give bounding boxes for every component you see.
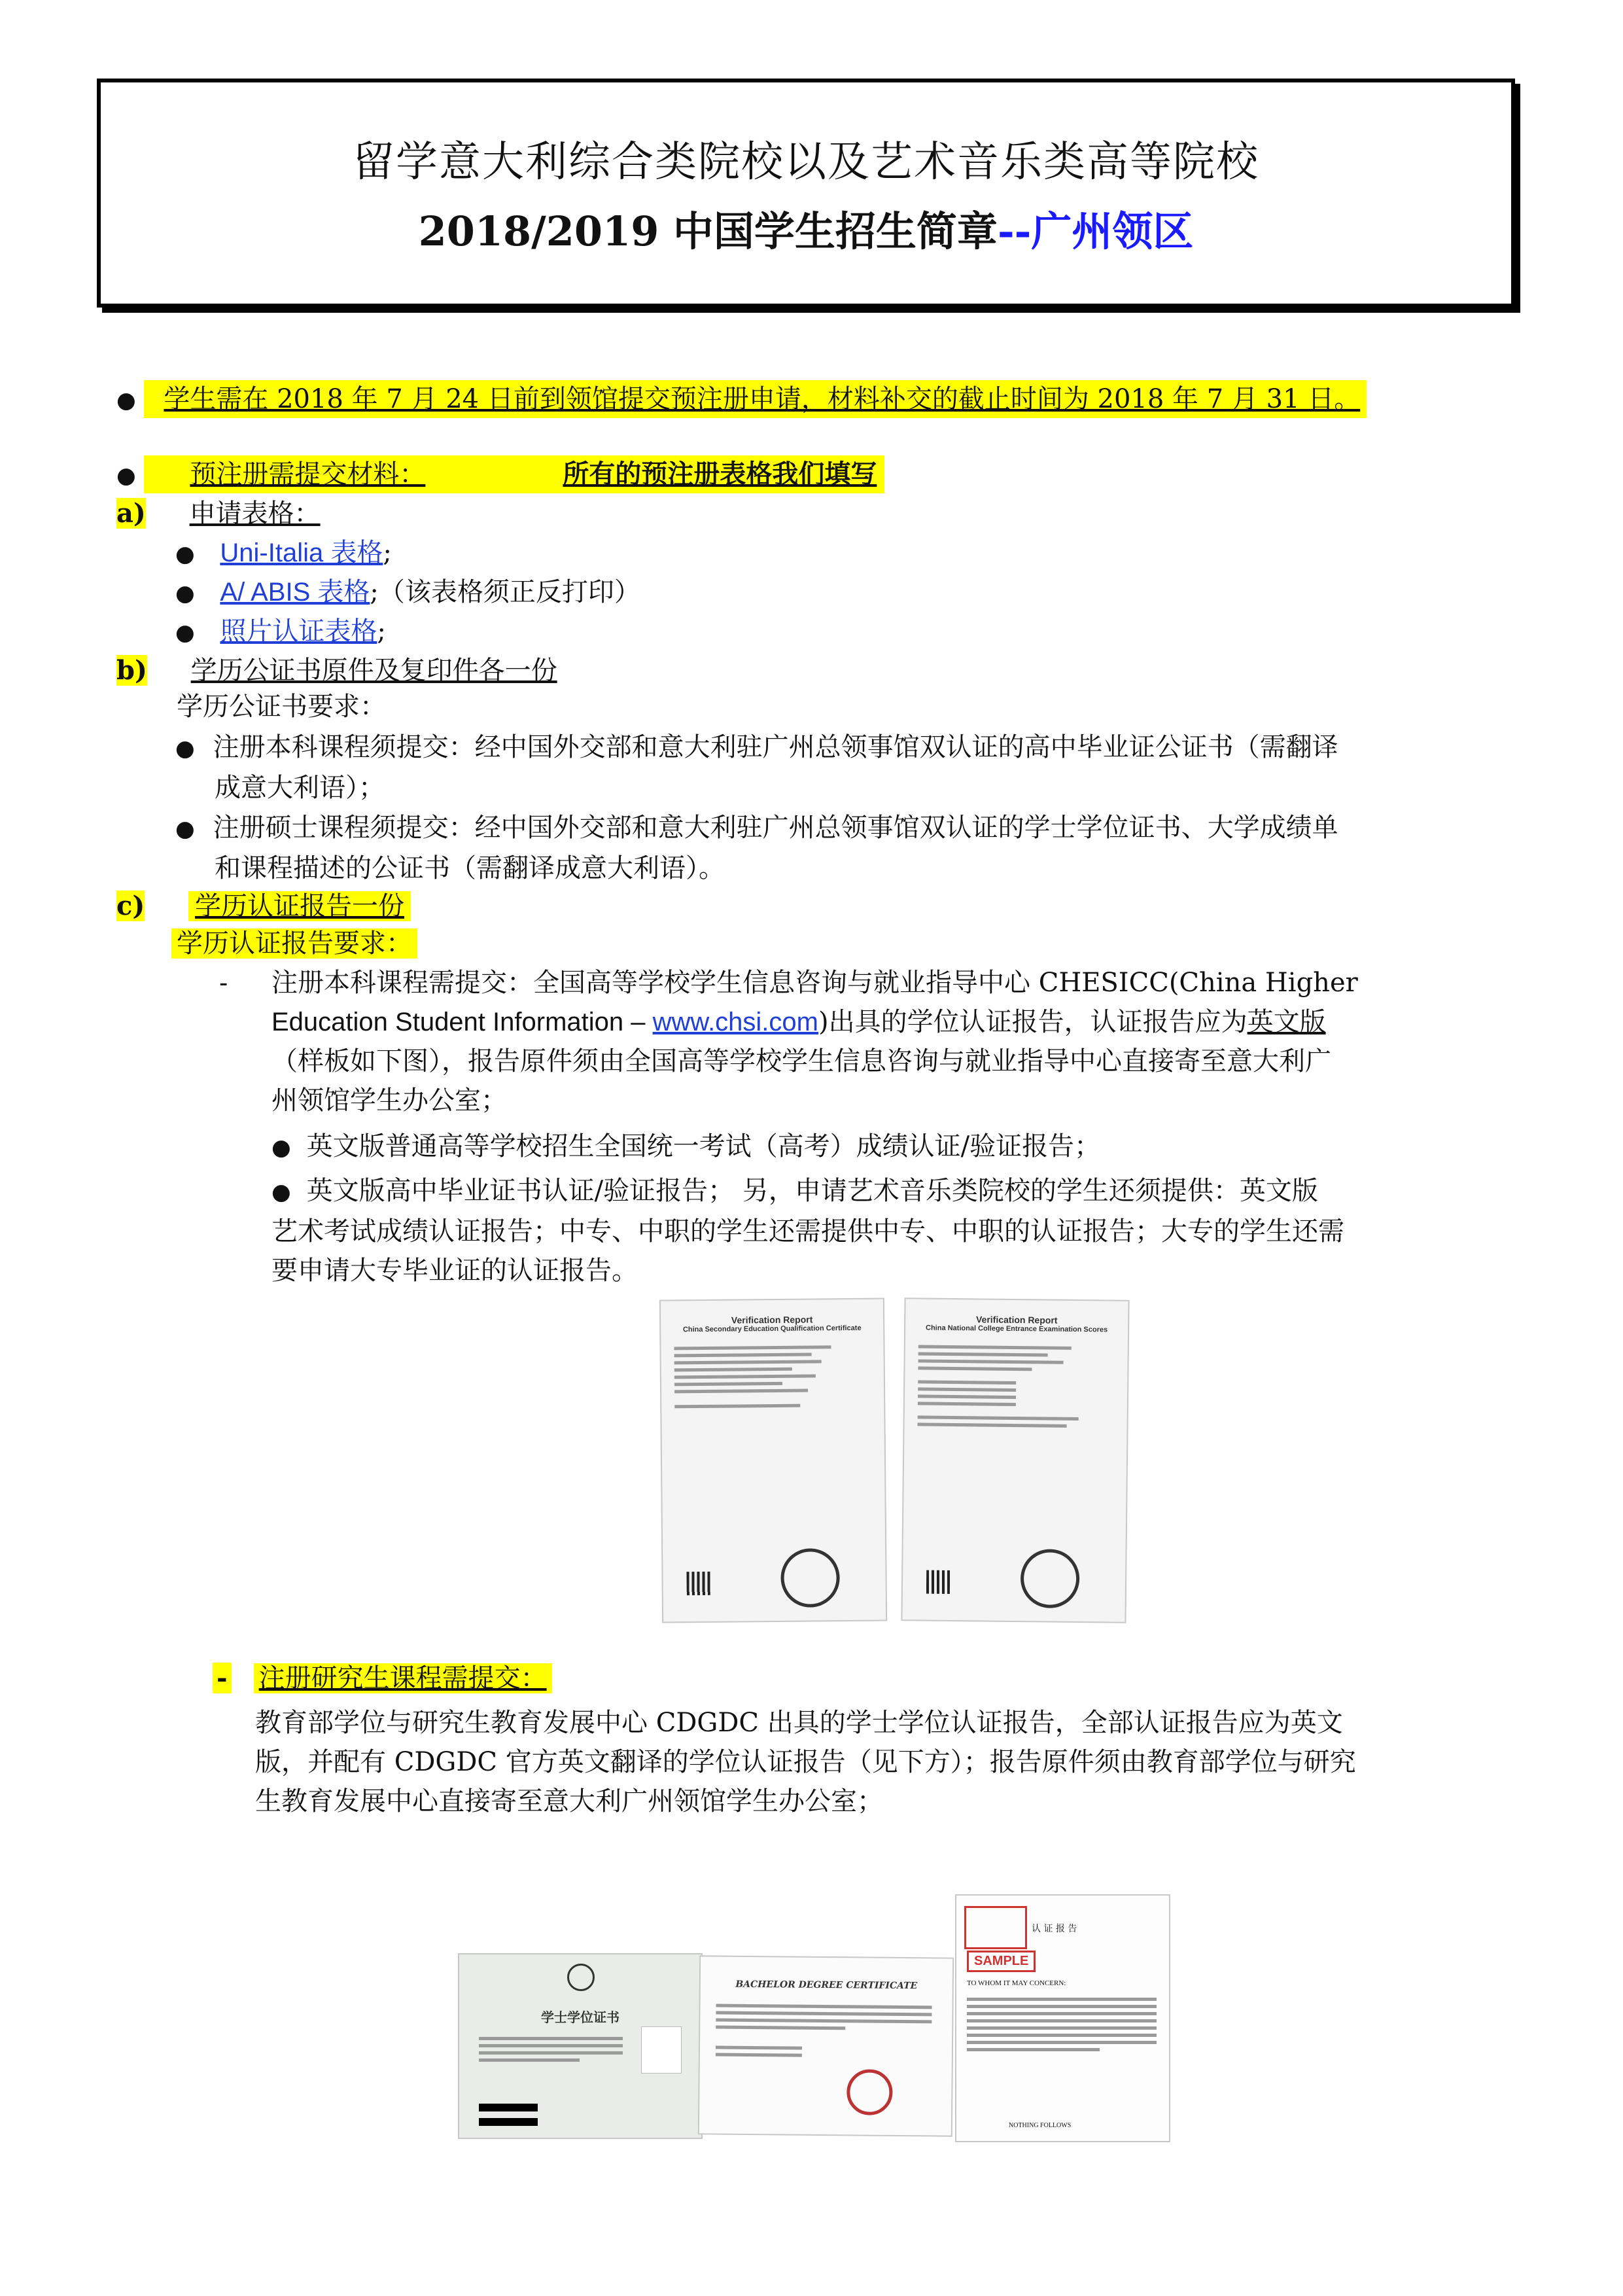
notice-deadline: ● 学生需在 2018 年 7 月 24 日前到领馆提交预注册申请，材料补交的截止时间为 2018 年 7 月 31 日。 — [116, 380, 1367, 420]
bullet-icon: ● — [175, 580, 195, 607]
national-emblem-icon — [567, 1964, 595, 1991]
bullet-icon: ● — [175, 816, 195, 842]
page-title: 留学意大利综合类院校以及艺术音乐类高等院校 — [353, 138, 1259, 186]
photo-placeholder — [641, 2026, 682, 2074]
sample-verification-report-gaokao: Verification Report China National College Entrance Examination Scores — [901, 1298, 1129, 1623]
form-item-abis[interactable]: ● A/ ABIS 表格;（该表格须正反打印） — [175, 577, 640, 607]
sample-verification-report-secondary: Verification Report China Secondary Education Qualification Certificate — [659, 1298, 887, 1623]
chsi-link[interactable]: www.chsi.com — [652, 1008, 818, 1036]
stamp-icon — [964, 1906, 1027, 1949]
qr-code-icon — [686, 1572, 710, 1595]
official-seal-icon — [780, 1548, 840, 1608]
bullet-icon: ● — [271, 1135, 291, 1161]
page-subtitle: 2018/2019 中国学生招生简章--广州领区 — [418, 207, 1194, 255]
section-b-heading: b) 学历公证书原件及复印件各一份 — [116, 655, 557, 686]
section-b-item-undergrad: ● 注册本科课程须提交：经中国外交部和意大利驻广州总领事馆双认证的高中毕业证公证书（需翻译 成意大利语）； — [175, 732, 1338, 803]
qr-code-icon — [926, 1570, 950, 1594]
notice-materials: ● 预注册需提交材料： 所有的预注册表格我们填写 — [116, 455, 884, 495]
section-b-item-master: ● 注册硕士课程须提交：经中国外交部和意大利驻广州总领事馆双认证的学士学位证书、大学成绩单 和课程描述的公证书（需翻译成意大利语）。 — [175, 813, 1338, 883]
form-item-uni-italia[interactable]: ● Uni-Italia 表格; — [175, 538, 392, 568]
section-b-subtitle: 学历公证书要求： — [177, 692, 386, 722]
uni-italia-form-link[interactable]: Uni-Italia 表格 — [220, 539, 383, 567]
section-c-subtitle: 学历认证报告要求： — [171, 924, 417, 963]
grad-requirement: - 注册研究生课程需提交： 教育部学位与研究生教育发展中心 CDGDC 出具的学士学位认证报告，全部认证报告应为英文 版，并配有 CDGDC 官方英文翻译的学位认证报告（见下方）；报告原件须由教育部学位与研究 生教育发展中心直接寄至意大利广州领馆学生办公室； — [213, 1659, 1514, 1821]
sample-credential-report: SAMPLE 认 证 报 告 TO WHOM IT MAY CONCERN: NOTHING FOLLOWS — [955, 1894, 1170, 2142]
sample-bachelor-certificate-chinese: 学士学位证书 — [458, 1953, 703, 2139]
section-c-heading: c) 学历认证报告一份 — [116, 887, 411, 926]
sample-stamp: SAMPLE — [967, 1951, 1036, 1972]
bullet-icon: ● — [175, 735, 195, 762]
section-a-heading: a) 申请表格： — [116, 498, 321, 529]
abis-form-link[interactable]: A/ ABIS 表格 — [220, 578, 370, 607]
title-box — [97, 79, 1515, 308]
bullet-icon: ● — [116, 463, 136, 489]
bullet-icon: ● — [175, 620, 195, 646]
bullet-icon: ● — [271, 1179, 291, 1205]
photo-form-link[interactable]: 照片认证表格 — [220, 616, 377, 646]
bullet-icon: ● — [175, 541, 195, 567]
bullet-icon: ● — [116, 387, 136, 414]
sample-bachelor-certificate-english: BACHELOR DEGREE CERTIFICATE — [698, 1955, 954, 2136]
form-item-photo[interactable]: ● 照片认证表格; — [175, 616, 386, 646]
official-seal-icon — [1021, 1549, 1080, 1608]
university-seal-icon — [846, 2069, 893, 2115]
undergrad-requirement: - 注册本科课程需提交：全国高等学校学生信息咨询与就业指导中心 CHESICC(China Higher Education Student Information – www.chsi.com)出具的学位认证报告，认证报告应为英文版 （样板如下图），报告原件须由全国高等学校学生信息咨询与就业指导中心直接寄至意大利广 州领馆学生办公室； ● 英文版普通高等学校招生全国统一考试（高考）成绩认证/验证报告； ● 英文版高中毕业证书认证/验证报告； 另，申请艺术音乐类院校的学生还须提供：英文版 艺术考试成绩认证报告；中专、中职的学生还需提供中专、中职的认证报告；大专的学生还需 要申请大专毕业证的认证报告。 — [219, 968, 1358, 1286]
